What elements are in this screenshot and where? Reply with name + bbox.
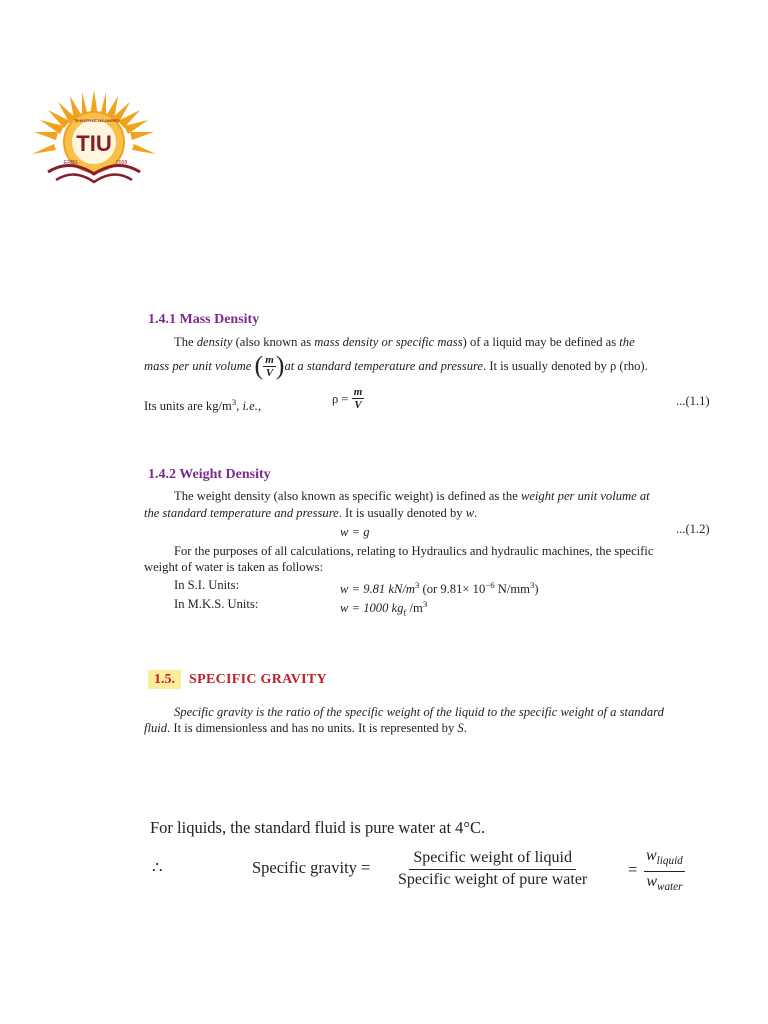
heading-specific-gravity <box>148 670 327 688</box>
weight-density-line-3: For the purposes of all calculations, relating to Hydraulics and hydraulic machines, the specific <box>174 544 654 558</box>
university-logo <box>30 88 158 188</box>
section-number: 1.5. <box>148 670 181 689</box>
heading-mass-density: 1.4.1 Mass Density <box>148 312 260 327</box>
logo-letters: TIU <box>76 131 112 156</box>
specific-gravity-line-1: Specific gravity is the ratio of the specific weight of the liquid to the specific weight of a standard <box>174 705 664 719</box>
mks-units-value: w = 1000 $kg_f$ $/m^3$ <box>340 599 428 618</box>
fraction-denominator: Specific weight of pure water <box>398 871 588 888</box>
mv-fraction: ( $\frac{m}{V}$ ) <box>254 351 285 380</box>
weight-density-line-2: the standard temperature and pressure. It is usually denoted by w. <box>144 506 478 520</box>
si-units-label: In S.I. Units: <box>174 578 240 592</box>
weight-density-line-4: weight of water is taken as follows: <box>144 560 324 574</box>
specific-gravity-line-2: fluid. It is dimensionless and has no units. It is represented by S. <box>144 721 467 735</box>
equals-sign: = <box>628 860 638 879</box>
logo-year: 2008 <box>116 160 128 166</box>
logo-arc-text: TISHK INTERNATIONAL UNIVERSITY <box>74 118 120 123</box>
specific-gravity-fraction <box>398 848 587 890</box>
therefore-symbol: ∴ <box>152 858 163 877</box>
section-title: SPECIFIC GRAVITY <box>189 672 327 687</box>
logo-city: ERBIL <box>64 160 79 166</box>
fraction-numerator: Specific weight of liquid <box>409 848 576 870</box>
heading-weight-density: 1.4.2 Weight Density <box>148 467 271 482</box>
equation-number-1-2: ...(1.2) <box>676 522 710 536</box>
mass-density-line-1: The density (also known as mass density or specific mass) of a liquid may be defined as the <box>174 335 635 349</box>
equation-number-1-1: ...(1.1) <box>676 394 710 408</box>
si-units-value: w = 9.81 $kN/m^3$ (or $9.81\times 10^{-6}$ $N/mm^3$) <box>340 580 539 597</box>
specific-gravity-lhs: Specific gravity = <box>252 858 371 877</box>
mks-units-label: In M.K.S. Units: <box>174 597 259 611</box>
mass-density-units: Its units are $kg/m^3$, i.e., <box>144 397 262 414</box>
mass-density-line-2: mass per unit volume ( $\frac{m}{V}$ ) at a standard temperature and pressure . It is usually denoted by ρ (rho). <box>144 351 648 380</box>
equation-1-1: ρ = $\frac{m}{V}$ <box>332 386 363 411</box>
equation-1-2: w = g <box>340 525 370 539</box>
standard-fluid-sentence: For liquids, the standard fluid is pure water at 4°C. <box>150 818 486 837</box>
w-ratio-fraction: $w_{liquid}$ $w_{water}$ <box>646 847 683 894</box>
weight-density-line-1: The weight density (also known as specific weight) is defined as the weight per unit volume at <box>174 489 650 503</box>
